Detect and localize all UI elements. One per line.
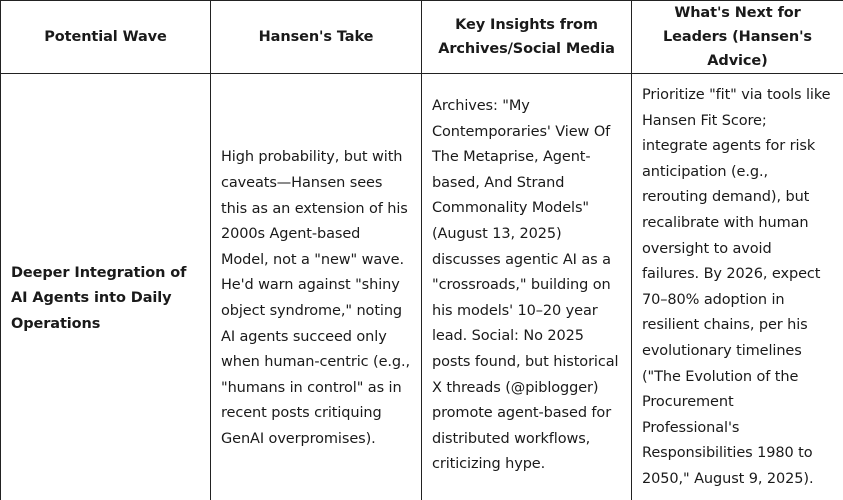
header-potential-wave: Potential Wave (1, 1, 211, 74)
cell-key-insights: Archives: "My Contemporaries' View Of The Metaprise, Agent-based, And Strand Commonality Models" (August 13, 2025) discusses agentic AI as a "crossroads," building on his models' 10–20 year lead. Social: No 2025 posts found, but historical X threads (@piblogger) promote agent-based for distributed workflows, criticizing hype. (422, 74, 632, 500)
header-hansens-take: Hansen's Take (211, 1, 422, 74)
header-row (1, 1, 843, 74)
table-header (1, 1, 843, 74)
cell-leaders-advice: Prioritize "fit" via tools like Hansen Fit Score; integrate agents for risk anticipation (e.g., rerouting demand), but recalibrate with human oversight to avoid failures. By 2026, expect 70–80% adoption in resilient chains, per his evolutionary timelines ("The Evolution of the Procurement Professional's Responsibilities 1980 to 2050," August 9, 2025). (632, 74, 843, 500)
header-key-insights: Key Insights from Archives/Social Media (422, 1, 632, 74)
cell-potential-wave: Deeper Integration of AI Agents into Daily Operations (1, 74, 211, 500)
table-row (1, 74, 843, 500)
header-whats-next: What's Next for Leaders (Hansen's Advice) (632, 1, 843, 74)
table-body (1, 74, 843, 500)
cell-hansens-take: High probability, but with caveats—Hansen sees this as an extension of his 2000s Agent-based Model, not a "new" wave. He'd warn against "shiny object syndrome," noting AI agents succeed only when human-centric (e.g., "humans in control" as in recent posts critiquing GenAI overpromises). (211, 74, 422, 500)
